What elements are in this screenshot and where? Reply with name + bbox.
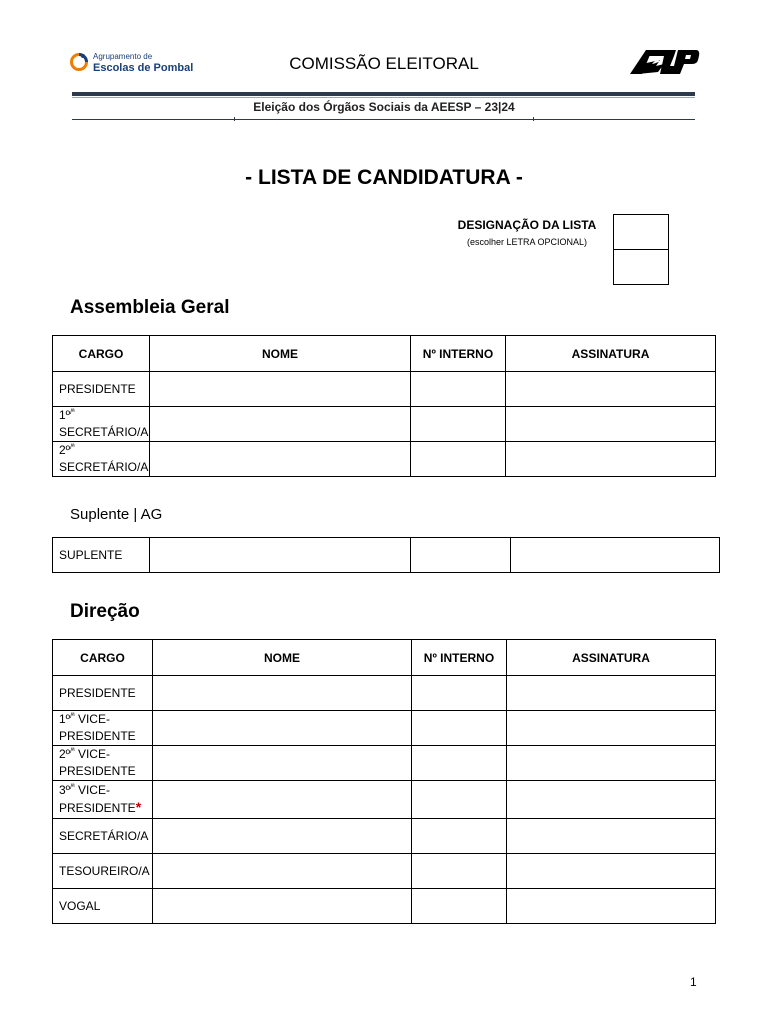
table-row	[53, 676, 716, 711]
table-row	[53, 889, 716, 924]
col-header-cargo: CARGO	[53, 640, 153, 676]
cargo-ordinal: 3º	[59, 783, 71, 797]
nome-field[interactable]	[153, 854, 412, 889]
table-row	[53, 711, 716, 746]
section-title-suplente: Suplente | AG	[70, 506, 163, 523]
table-row	[53, 746, 716, 781]
election-subtitle: Eleição dos Órgãos Sociais da AEESP – 23|24	[253, 100, 515, 114]
list-designation-label: DESIGNAÇÃO DA LISTA	[457, 218, 597, 232]
cargo-ordinal-suffix: /ª	[70, 444, 75, 451]
section-title-direcao: Direção	[70, 601, 140, 622]
document-title: - LISTA DE CANDIDATURA -	[245, 166, 523, 189]
numero-field[interactable]	[412, 746, 507, 781]
assinatura-field[interactable]	[507, 781, 716, 819]
table-row	[53, 819, 716, 854]
col-header-assinatura: ASSINATURA	[506, 336, 716, 372]
table-row	[53, 372, 716, 407]
nome-field[interactable]	[153, 676, 412, 711]
header-rule-thin	[72, 97, 695, 98]
nome-field[interactable]	[150, 442, 411, 477]
assembleia-table	[52, 335, 716, 477]
table-row	[53, 854, 716, 889]
assinatura-field[interactable]	[507, 676, 716, 711]
list-designation-hint: (escolher LETRA OPCIONAL)	[466, 237, 588, 247]
cargo-cell	[53, 854, 153, 889]
table-header-row	[53, 336, 716, 372]
table-row	[53, 407, 716, 442]
cargo-label: SECRETÁRIO/A	[59, 828, 149, 843]
cargo-ordinal: 2º	[59, 443, 71, 457]
cargo-cell	[53, 442, 150, 477]
cargo-label: TESOUREIRO/A	[59, 863, 150, 878]
col-header-nome: NOME	[153, 640, 412, 676]
nome-field[interactable]	[150, 407, 411, 442]
nome-field[interactable]	[153, 819, 412, 854]
cargo-cell	[53, 819, 153, 854]
direcao-table	[52, 639, 716, 924]
logo-text-line2: Escolas de Pombal	[93, 62, 194, 74]
nome-field[interactable]	[153, 711, 412, 746]
subtitle-rule-brackets	[234, 117, 534, 121]
cargo-cell	[53, 889, 153, 924]
numero-field[interactable]	[411, 372, 506, 407]
table-header-row	[53, 640, 716, 676]
page-number: 1	[690, 975, 697, 989]
cargo-cell	[53, 746, 153, 781]
assinatura-field[interactable]	[506, 442, 716, 477]
assinatura-field[interactable]	[506, 372, 716, 407]
school-logo-icon	[69, 52, 89, 72]
association-logo	[630, 50, 700, 76]
col-header-assinatura: ASSINATURA	[507, 640, 716, 676]
col-header-nome: NOME	[150, 336, 411, 372]
col-header-cargo: CARGO	[53, 336, 150, 372]
cargo-cell	[53, 372, 150, 407]
cargo-cell	[53, 676, 153, 711]
cargo-ordinal: 1º	[59, 408, 71, 422]
cargo-ordinal-suffix: /ª	[70, 409, 75, 416]
table-row	[53, 781, 716, 819]
association-logo-icon	[630, 50, 700, 76]
cargo-cell	[53, 711, 153, 746]
numero-field[interactable]	[412, 819, 507, 854]
nome-field[interactable]	[153, 889, 412, 924]
numero-field[interactable]	[411, 442, 506, 477]
logo-text-line1: Agrupamento de	[93, 52, 153, 61]
table-row	[53, 538, 720, 573]
cargo-ordinal: 2º	[59, 747, 71, 761]
header-title: COMISSÃO ELEITORAL	[289, 54, 479, 73]
school-logo	[69, 51, 209, 79]
cargo-label: PRESIDENTE	[59, 685, 136, 700]
cargo-ordinal-suffix: /ª	[70, 748, 75, 755]
nome-field[interactable]	[150, 372, 411, 407]
association-logo-text: AEEP	[665, 74, 668, 75]
section-title-assembleia: Assembleia Geral	[70, 297, 230, 318]
numero-field[interactable]	[412, 854, 507, 889]
nome-field[interactable]	[153, 746, 412, 781]
assinatura-field[interactable]	[507, 854, 716, 889]
cargo-label: SECRETÁRIO/A	[59, 460, 149, 474]
cargo-label: PRESIDENTE	[59, 381, 136, 396]
numero-field[interactable]	[411, 538, 511, 573]
col-header-numero: Nº INTERNO	[411, 336, 506, 372]
cargo-label: VICE-PRESIDENTE	[59, 712, 136, 743]
numero-field[interactable]	[412, 889, 507, 924]
cargo-cell: SUPLENTE	[53, 538, 150, 573]
assinatura-field[interactable]	[507, 746, 716, 781]
numero-field[interactable]	[412, 676, 507, 711]
col-header-numero: Nº INTERNO	[412, 640, 507, 676]
nome-field[interactable]	[150, 538, 411, 573]
numero-field[interactable]	[412, 711, 507, 746]
suplente-table	[52, 537, 720, 573]
table-row	[53, 442, 716, 477]
assinatura-field[interactable]	[507, 819, 716, 854]
designation-box-divider	[614, 249, 668, 250]
assinatura-field[interactable]	[506, 407, 716, 442]
cargo-label: VICE-PRESIDENTE	[59, 783, 136, 815]
required-asterisk: *	[135, 799, 142, 815]
cargo-cell	[53, 407, 150, 442]
numero-field[interactable]	[412, 781, 507, 819]
nome-field[interactable]	[153, 781, 412, 819]
cargo-ordinal: 1º	[59, 712, 71, 726]
cargo-cell	[53, 781, 153, 819]
cargo-label: SECRETÁRIO/A	[59, 425, 149, 439]
cargo-label: VICE-PRESIDENTE	[59, 747, 136, 778]
assinatura-field[interactable]	[507, 889, 716, 924]
assinatura-field[interactable]	[507, 711, 716, 746]
list-designation-box[interactable]	[613, 214, 669, 285]
cargo-label: VOGAL	[59, 898, 101, 913]
cargo-ordinal-suffix: /ª	[70, 713, 75, 720]
header-rule-thick	[72, 92, 695, 96]
cargo-ordinal-suffix: /ª	[70, 784, 75, 791]
numero-field[interactable]	[411, 407, 506, 442]
assinatura-field[interactable]	[511, 538, 720, 573]
